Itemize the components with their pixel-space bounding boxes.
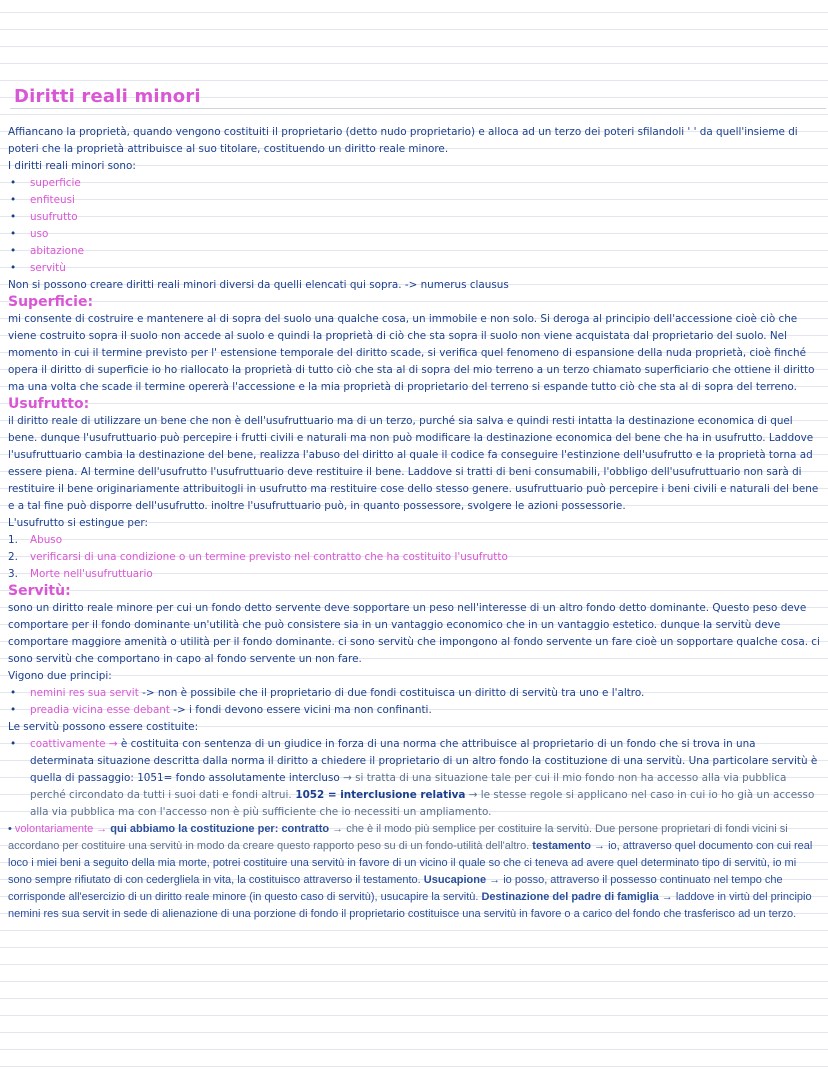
list-item: • superficie xyxy=(8,175,820,192)
list-item xyxy=(8,566,820,583)
list-number: 2. xyxy=(8,551,18,563)
list-number: 3. xyxy=(8,568,18,580)
title-divider xyxy=(10,108,826,109)
list-item: • uso xyxy=(8,226,820,243)
list-item: • abitazione xyxy=(8,243,820,260)
testamento-text: io, attraverso quel documento con cui real loco i miei beni a seguito della mia morte, potrei costituire una servitù in favore di un vicino il quale so che ci teneva ad avere quel determinato tipo di servitù, io mi sono sempre rifiutato di con cedergliela in vita, la costituisco attraverso il testamento. xyxy=(8,840,813,886)
contratto-term: contratto xyxy=(281,823,330,835)
coattivamente-gray: → si tratta di una situazione tale per cui il mio fondo non ha accesso alla via pubblica perché circondato da tutti i suoi dati e fondi altrui. xyxy=(30,772,787,801)
volontariamente-bold: qui abbiamo la costituzione per: xyxy=(107,823,282,835)
page-title: Diritti reali minori xyxy=(14,86,201,107)
volontariamente-text: → che è il modo più semplice per costituire la servitù. Due persone proprietari di fondi vicini si accordano per costituire una servitù in modo da creare questo rapporto peso su di un fondo-utilità dell'altro. xyxy=(8,823,788,852)
list-item: • usufrutto xyxy=(8,209,820,226)
bullet-icon: • xyxy=(8,823,15,835)
destinazione-text: → laddove in virtù del principio nemini res sua servit in sede di alienazione di una porzione di fondo il proprietario costituisce una servitù in favore o a carico del fondo che trasferisco ad un terzo. xyxy=(8,891,812,920)
list-text: Abuso xyxy=(30,534,63,546)
coattivamente-text: è costituita con sentenza di un giudice in forza di una norma che attribuisce al proprietario di un fondo che si trova in una determinata situazione descritta dalla norma il diritto a chiedere il proprietario di un altro fondo la costituzione di una servitù. Una particolare servitù è quella di passaggio: 1051= fondo assolutamente intercluso xyxy=(30,738,818,784)
list-item xyxy=(8,702,820,719)
constitution-label: Le servitù possono essere costituite: xyxy=(8,721,199,733)
coattivamente-item xyxy=(8,736,820,821)
notes-body xyxy=(8,124,820,923)
list-text: verificarsi di una condizione o un termine previsto nel contratto che ha costituito l'usufrutto xyxy=(30,551,508,563)
list-item xyxy=(8,549,820,566)
usucapione-text: io posso, attraverso il possesso continuato nel tempo che corrisponde all'esercizio di un diritto reale minore (in questo caso di servitù), usucapire la servitù. xyxy=(8,874,783,903)
intro-list-label: I diritti reali minori sono: xyxy=(8,160,136,172)
volontariamente-term: volontariamente → xyxy=(14,823,108,835)
heading-superficie: Superficie: xyxy=(8,294,94,310)
superficie-text: mi consente di costruire e mantenere al di sopra del suolo una qualche cosa, un immobile e non solo. Si deroga al principio dell'accessione cioè ciò che viene costruito sopra il suolo non accede al suolo e quindi la proprietà di ciò che sta sopra il suolo non viene acquistata dal proprietario del suolo. Nel momento in cui il termine previsto per l' estensione temporale del diritto scade, si verifica quel fenomeno di espansione della nuda proprietà, cioè finché opera il diritto di superficie io ho riallocato la proprietà di tutto ciò che sta al di sopra del mio terreno a un terzo chiamato superficiario che ottiene il diritto ma una volta che scade il termine opererà l'accessione e la mia proprietà di proprietario del terreno si espande tutto ciò che sta al di sopra del terreno. xyxy=(8,313,815,393)
list-item xyxy=(8,685,820,702)
coattivamente-bold: 1052 = interclusione relativa xyxy=(291,789,466,801)
list-text: Morte nell'usufruttuario xyxy=(30,568,153,580)
principle-term: preadia vicina esse debant xyxy=(30,704,170,716)
heading-usufrutto: Usufrutto: xyxy=(8,396,90,412)
testamento-term: testamento → xyxy=(532,840,606,852)
intro-paragraph: Affiancano la proprietà, quando vengono costituiti il proprietario (detto nudo proprietario) e alloca ad un terzo dei poteri sfilandoli ' ' da quell'insieme di poteri che la proprietà attribuisce al suo titolare, costituendo un diritto reale minore. xyxy=(8,126,798,155)
principle-text: -> non è possibile che il proprietario di due fondi costituisca un diritto di servitù tra uno e l'altro. xyxy=(138,687,645,699)
coattivamente-term: coattivamente → xyxy=(30,738,118,750)
coattivamente-gray-2: → le stesse regole si applicano nel caso in cui io ho già un accesso alla via pubblica ma con l'accesso non è più sufficiente che io necessiti un ampliamento. xyxy=(30,789,815,818)
principles-label: Vigono due principi: xyxy=(8,670,112,682)
numerus-clausus-note: Non si possono creare diritti reali minori diversi da quelli elencati qui sopra. -> numerus clausus xyxy=(8,279,509,291)
usucapione-term: Usucapione → xyxy=(423,874,501,886)
list-item: • enfiteusi xyxy=(8,192,820,209)
usufrutto-list-label: L'usufrutto si estingue per: xyxy=(8,517,148,529)
usufrutto-text: il diritto reale di utilizzare un bene che non è dell'usufruttuario ma di un terzo, purché sia salva e quindi resti intatta la destinazione economica di quel bene. dunque l'usufruttuario può percepire i frutti civili e naturali ma non può modificare la destinazione economica del bene che ha in usufrutto. Laddove l'usufruttuario cambia la destinazione del bene, realizza l'abuso del diritto al quale il codice fa conseguire l'estinzione dell'usufrutto e la proprietà torna ad essere piena. Al termine dell'usufrutto l'usufruttuario deve restituire il bene. Laddove si tratti di beni consumabili, l'obbligo dell'usufruttuario non sarà di restituire il bene originariamente attribuitogli in usufrutto ma restituire cose dello stesso genere. usufruttuario può percepire i beni civili e naturali del bene e a tal fine può disporre dell'usufrutto. inoltre l'usufruttuario può, in quanto possessore, svolgere le azioni possessorie. xyxy=(8,415,819,512)
principle-term: nemini res sua servit xyxy=(30,687,139,699)
heading-servitu: Servitù: xyxy=(8,583,71,599)
servitu-text: sono un diritto reale minore per cui un fondo detto servente deve sopportare un peso nell'interesse di un altro fondo detto dominante. Questo peso deve comportare per il fondo dominante un'utilità che può consistere sia in un vantaggio economico che in un vantaggio estetico. dunque la servitù deve comportare maggiore amenità o utilità per il fondo dominante. ci sono servitù che impongono al fondo servente un fare cioè un sopportare qualche cosa. ci sono servitù che comportano in capo al fondo servente un non fare. xyxy=(8,602,820,665)
list-number: 1. xyxy=(8,534,18,546)
list-item xyxy=(8,532,820,549)
destinazione-term: Destinazione del padre di famiglia xyxy=(481,891,659,903)
volontariamente-item xyxy=(8,821,820,923)
principle-text: -> i fondi devono essere vicini ma non confinanti. xyxy=(169,704,432,716)
list-item: • servitù xyxy=(8,260,820,277)
